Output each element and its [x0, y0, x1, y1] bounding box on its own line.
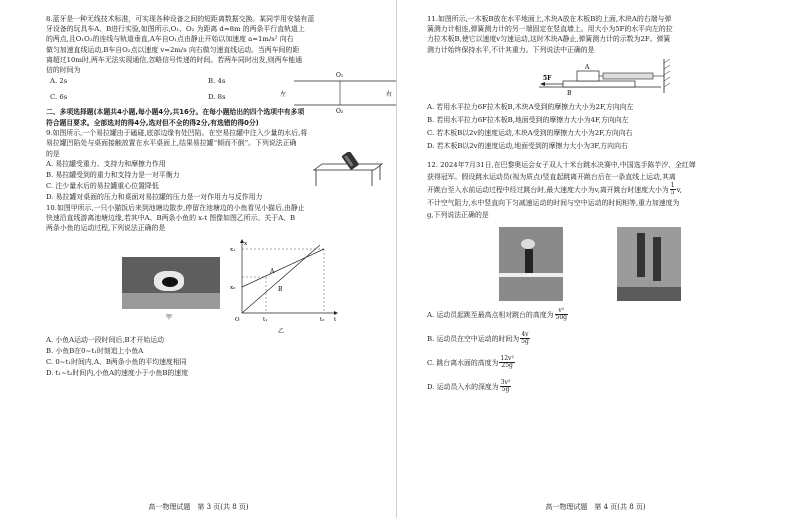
q8-line: 做匀加速直线运动,B车自O₂点以速度 v=2m/s 向右做匀速直线运动。当两车间的距: [46, 45, 300, 54]
q9-line: 9.如图所示,一个易拉罐由于磕碰,底部边缘有处凹陷。在空易拉罐中注入少量的水后,将: [46, 129, 308, 138]
q12-line-tail: v,: [676, 185, 682, 194]
q11-line: 簧测力计相连,弹簧测力计的另一端固定在竖直墙上。用大小为5F的水平向左的拉: [427, 25, 673, 34]
q10-fig-x: x: [244, 241, 248, 248]
question-10: [46, 203, 381, 380]
fraction-denominator: 25g: [501, 362, 513, 370]
option-fraction: [500, 380, 512, 394]
fraction-numerator: 3v²: [500, 378, 511, 386]
fraction-numerator: 4v: [521, 330, 529, 338]
q8-option-b: B. 4s: [208, 77, 226, 86]
q9-option-a: A. 易拉罐受重力、支持力和摩擦力作用: [46, 159, 166, 168]
q11-line: 11.如图所示,一木板B放在水平地面上,木块A放在木板B的上面,木块A的右端与弹: [427, 15, 672, 23]
q11-fig-block-a: A: [585, 63, 590, 71]
q8-line: 8.蓝牙是一种无线技术标准，可实现各种设备之间的短距离数据交换。某同学用安装有蓝: [46, 15, 315, 23]
q9-line: 的是: [46, 149, 60, 158]
q8-option-d: D. 8s: [208, 93, 226, 102]
q8-fig-o2: O₂: [336, 108, 344, 116]
q10-option-a: A. 小鱼A运动一段时间后,B才开始运动: [46, 336, 165, 345]
option-fraction: [555, 308, 568, 322]
q9-option-c: C. 注少量水后的易拉罐重心位置降低: [46, 181, 159, 190]
q11-option-c: C. 若木板B以2v的速度运动,木块A受到的摩擦力大小为2F,方向向右: [427, 128, 633, 137]
q11-fig-board-b: B: [567, 89, 572, 97]
option-fraction: [499, 356, 514, 370]
q12-line: 12. 2024年7月31日,在巴黎奥运会女子双人十米台跳水决赛中,中国选手陈芋汐、全红婵: [427, 160, 696, 169]
option-label: C. 跳台离水面的高度为: [427, 358, 499, 367]
fraction-denominator: 5g: [521, 338, 529, 346]
q10-fig-t1: t₁: [263, 317, 268, 324]
fraction-numerator: 12v²: [500, 354, 514, 362]
q8-option-a: A. 2s: [50, 77, 68, 86]
q8-line: 信的时间为: [46, 66, 81, 75]
q12-diver-photo-1: [499, 227, 563, 301]
q10-fig-t: t: [334, 317, 337, 324]
page-4-footer: 高一物理试题 第 4 页(共 8 页): [545, 503, 646, 511]
q8-track-figure: [278, 67, 396, 115]
q12-diver-photo-2: [617, 227, 681, 301]
q8-fig-o1: O₁: [336, 72, 344, 80]
fraction-denominator: 5g: [501, 386, 510, 394]
q9-option-d: D. 易拉罐对桌面的压力和桌面对易拉罐的压力是一对作用力与反作用力: [46, 192, 263, 201]
q11-spring-scale-figure: [537, 59, 677, 99]
question-11: [427, 14, 776, 153]
option-label: B. 运动员在空中运动的时间为: [427, 334, 520, 343]
q11-option-b: B. 若用水平拉力6F拉木板B,地面受到的摩擦力大小为4F,方向向左: [427, 115, 629, 124]
question-12: [427, 159, 776, 399]
q10-option-c: C. 0~t₁时间内,A、B两条小鱼的平均速度相同: [46, 358, 187, 367]
page-4: [397, 0, 794, 518]
option-label: D. 运动员入水的深度为: [427, 382, 499, 391]
question-9: [46, 128, 381, 203]
q9-line: 易拉罐凹陷处与桌面接触放置在水平桌面上,结果易拉罐“倾而不倒”。下列说法正确: [46, 139, 297, 148]
q10-fig-line-a: A: [270, 268, 275, 276]
q11-line: 力拉木板B,使它以速度v匀速运动,这时木块A静止,弹簧测力计的示数为2F。弹簧: [427, 35, 671, 44]
q11-fig-force: 5F: [543, 74, 552, 82]
q10-xt-graph: [230, 239, 340, 325]
q12-option-d: [427, 375, 776, 399]
q12-option-a: [427, 303, 776, 327]
q10-fig-x0: x₀: [230, 285, 236, 292]
q12-option-b: [427, 327, 776, 351]
q12-fraction: [670, 183, 676, 197]
q12-option-c: [427, 351, 776, 375]
fraction-denominator: 5: [670, 189, 675, 197]
q10-fig-jia: 甲: [166, 314, 173, 322]
q12-line: 不计空气阻力,水中竖直向下匀减速运动的时间与空中运动的时间相等,重力加速度为: [427, 198, 680, 207]
q8-line: 离超过10m时,两车无法实现通信,忽略信号传递的时间。若两车同时出发,则两车能通: [46, 55, 303, 64]
q10-cat-photo: [122, 257, 220, 309]
q12-line-with-fraction: [427, 183, 776, 197]
q8-line: 的两点,且O₁O₂的连线与轨道垂直,A车自O₁点由静止开始以加速度 a=1m/s² 向右: [46, 35, 294, 44]
q10-line: 两条小鱼的运动过程,下列说法正确的是: [46, 224, 166, 233]
q12-line: 获得冠军。假设跳水运动员(视为质点)竖直起跳离开跳台后在一条直线上运动,其离: [427, 172, 676, 181]
q8-line: 牙设备的玩具车A、B进行实验,如图所示,O₁、O₂ 为距离 d=8m 的两条平行直轨道上: [46, 25, 305, 34]
q10-fig-o: O: [235, 317, 240, 324]
q10-line: 10.如图甲所示,一只小猫饭后来到池塘边散步,停留在池塘边的小鱼看见小猫后,由静止: [46, 203, 305, 212]
q8-fig-left: 左: [280, 91, 287, 99]
q11-line: 测力计始终保持水平,不计其重力。下列说法中正确的是: [427, 45, 595, 54]
q9-option-b: B. 易拉罐受到的重力和支持力是一对平衡力: [46, 170, 180, 179]
fraction-denominator: 50g: [555, 314, 567, 322]
q8-fig-right: 右: [386, 91, 393, 99]
q10-fig-line-b: B: [278, 286, 283, 294]
fraction-numerator: 1: [670, 181, 675, 189]
q10-fig-yi: 乙: [278, 328, 285, 336]
q10-line: 快速沿直线游离池塘边缘,若其中A、B两条小鱼的 x-t 图像如图乙所示。关于A、B: [46, 214, 296, 223]
q12-line: 开跳台至入水前运动过程中经过跳台时,最大速度大小为v,离开跳台时速度大小为: [427, 185, 669, 194]
q10-fig-x1: x₁: [230, 247, 236, 254]
q11-option-a: A. 若用水平拉力6F拉木板B,木块A受到的摩擦力大小为2F,方向向左: [427, 102, 634, 111]
q10-fig-t2: t₂: [320, 317, 325, 324]
q9-can-on-table-figure: [306, 152, 386, 186]
option-label: A. 运动员起跳至最高点相对跳台的高度为: [427, 310, 554, 319]
section-2-line: 二、多项选择题(本题共4小题,每小题4分,共16分。在每小题给出的四个选项中有多项: [46, 108, 305, 117]
fraction-numerator: v²: [555, 308, 568, 316]
q10-option-d: D. t₁~t₂时间内,小鱼A的速度小于小鱼B的速度: [46, 369, 189, 378]
option-fraction: [520, 332, 530, 346]
q10-option-b: B. 小鱼B在0~t₁时刻追上小鱼A: [46, 347, 144, 356]
page-3-footer: 高一物理试题 第 3 页(共 8 页): [148, 503, 249, 511]
q8-option-c: C. 6s: [50, 93, 68, 102]
q12-line: g,下列说法正确的是: [427, 210, 489, 219]
q11-option-d: D. 若木板B以2v的速度运动,地面受到的摩擦力大小为3F,方向向右: [427, 141, 628, 150]
section-2-line: 符合题目要求。全部选对的得4分,选对但不全的得2分,有选错的得0分): [46, 118, 259, 127]
